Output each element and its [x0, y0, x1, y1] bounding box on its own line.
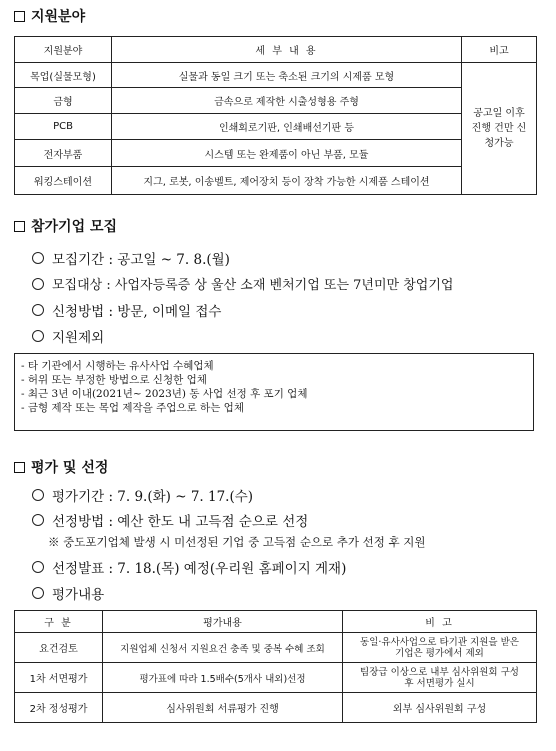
support-row-detail: 지그, 로봇, 이송벨트, 제어장치 등이 장착 가능한 시제품 스테이션 [112, 167, 462, 195]
support-row-field: PCB [15, 114, 112, 140]
evaluation-row-remark: 동일·유사사업으로 타기관 지원을 받은 기업은 평가에서 제외 [343, 633, 537, 663]
exclusion-list [14, 353, 534, 431]
evaluation-row-category: 1차 서면평가 [15, 663, 103, 693]
section-title-evaluation-text: 평가 및 선정 [31, 460, 109, 476]
evaluation-header-content: 평가내용 [103, 611, 343, 633]
table-row [15, 693, 537, 723]
evaluation-row-category: 2차 정성평가 [15, 693, 103, 723]
circle-bullet-icon [32, 514, 44, 526]
evaluation-row-content: 심사위원회 서류평가 진행 [103, 693, 343, 723]
list-item: - 허위 또는 부정한 방법으로 신청한 업체 [21, 374, 207, 386]
evaluation-item-period: 평가기간 : 7. 9.(화) ~ 7. 17.(수) [32, 485, 253, 505]
support-header-detail: 세 부 내 용 [112, 37, 462, 63]
table-row [15, 663, 537, 693]
section-title-recruit-text: 참가기업 모집 [31, 219, 118, 235]
support-row-field: 목업(실물모형) [15, 63, 112, 88]
support-row-detail: 실물과 동일 크기 또는 축소된 크기의 시제품 모형 [112, 63, 462, 88]
square-bullet-icon [14, 462, 25, 473]
circle-bullet-icon [32, 330, 44, 342]
evaluation-item-method: 선정방법 : 예산 한도 내 고득점 순으로 선정 [32, 510, 308, 530]
table-row [15, 140, 537, 167]
evaluation-header-remark: 비 고 [343, 611, 537, 633]
evaluation-note: ※ 중도포기업체 발생 시 미선정된 기업 중 고득점 순으로 추가 선정 후 지원 [48, 535, 426, 549]
recruit-item-exclusion: 지원제외 [32, 326, 104, 346]
list-item: - 타 기관에서 시행하는 유사사업 수혜업체 [21, 360, 214, 372]
support-header-remark: 비고 [462, 37, 537, 63]
support-remark-text: 공고일 이후 진행 건만 신청가능 [471, 108, 527, 149]
table-row [15, 633, 537, 663]
evaluation-row-content: 평가표에 따라 1.5배수(5개사 내외)선정 [103, 663, 343, 693]
circle-bullet-icon [32, 489, 44, 501]
list-item: - 최근 3년 이내(2021년~ 2023년) 동 사업 선정 후 포기 업체 [21, 388, 308, 400]
support-row-detail: 금속으로 제작한 시출성형용 주형 [112, 88, 462, 114]
support-row-field: 워킹스테이션 [15, 167, 112, 195]
circle-bullet-icon [32, 587, 44, 599]
square-bullet-icon [14, 11, 25, 22]
support-remark [462, 63, 537, 195]
recruit-item-method: 신청방법 : 방문, 이메일 접수 [32, 300, 221, 320]
section-title-support [14, 6, 85, 26]
table-row [15, 167, 537, 195]
table-row [15, 114, 537, 140]
evaluation-row-remark: 외부 심사위원회 구성 [343, 693, 537, 723]
circle-bullet-icon [32, 252, 44, 264]
evaluation-row-category: 요건검토 [15, 633, 103, 663]
support-row-detail: 시스템 또는 완제품이 아닌 부품, 모듈 [112, 140, 462, 167]
list-item: - 금형 제작 또는 목업 제작을 주업으로 하는 업체 [21, 402, 244, 414]
evaluation-row-remark: 팀장급 이상으로 내부 심사위원회 구성 후 서면평가 실시 [343, 663, 537, 693]
table-row [15, 63, 537, 88]
support-table [14, 36, 537, 195]
recruit-item-target: 모집대상 : 사업자등록증 상 울산 소재 벤처기업 또는 7년미만 창업기업 [32, 274, 453, 293]
evaluation-item-announce: 선정발표 : 7. 18.(목) 예정(우리원 홈페이지 게재) [32, 557, 346, 577]
support-header-field: 지원분야 [15, 37, 112, 63]
evaluation-item-content: 평가내용 [32, 583, 104, 603]
evaluation-table [14, 610, 537, 723]
evaluation-header-category: 구 분 [15, 611, 103, 633]
circle-bullet-icon [32, 304, 44, 316]
circle-bullet-icon [32, 561, 44, 573]
support-row-field: 전자부품 [15, 140, 112, 167]
evaluation-row-content: 지원업체 신청서 지원요건 충족 및 중복 수혜 조회 [103, 633, 343, 663]
section-title-support-text: 지원분야 [31, 9, 86, 25]
section-title-recruit [14, 216, 117, 236]
square-bullet-icon [14, 221, 25, 232]
support-row-detail: 인쇄회로기판, 인쇄배선기판 등 [112, 114, 462, 140]
circle-bullet-icon [32, 278, 44, 290]
support-row-field: 금형 [15, 88, 112, 114]
recruit-item-period: 모집기간 : 공고일 ~ 7. 8.(월) [32, 248, 230, 268]
table-row [15, 88, 537, 114]
section-title-evaluation [14, 457, 108, 477]
